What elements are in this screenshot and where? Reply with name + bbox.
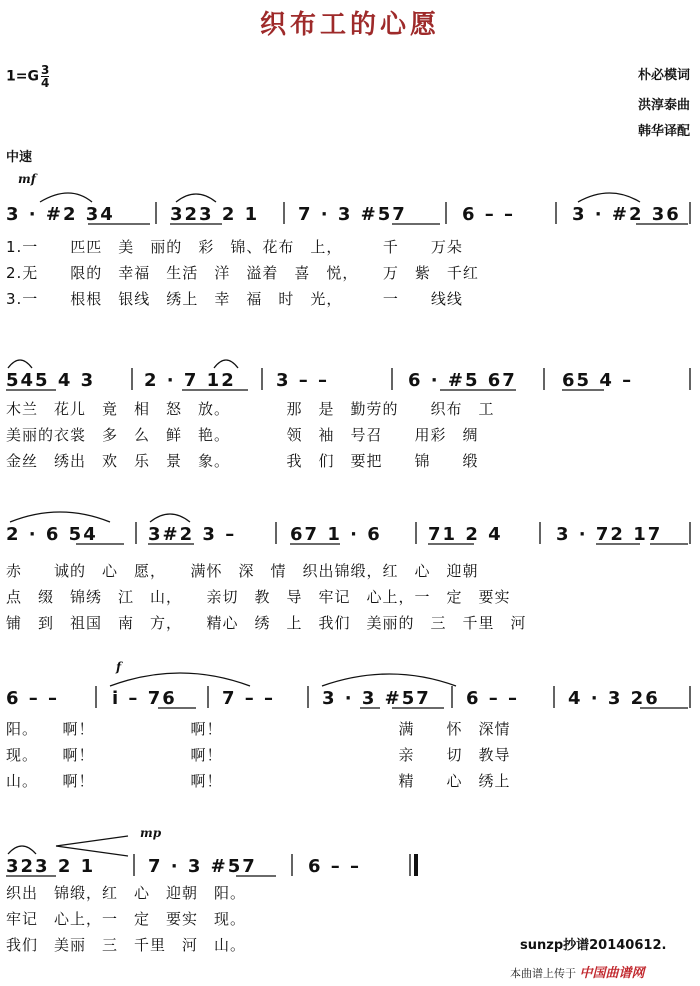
time-top: 3 (40, 63, 50, 77)
time-bottom: 4 (40, 76, 50, 90)
site-logo[interactable]: 中国曲谱网 (579, 966, 645, 981)
page-title: 织布工的心愿 (259, 10, 440, 40)
key-signature (6, 64, 49, 89)
credit-translator: 韩华译配 (637, 124, 690, 139)
measure-4-6: 4 · 3 26 (568, 688, 660, 709)
measure-4-4: 3 · 3 #57 (322, 688, 431, 709)
lyric-5-1: 织出 锦缎，红 心 迎朝 阳。 (6, 884, 247, 902)
dynamic-mf: mf (18, 172, 36, 186)
system-4-notation (0, 664, 700, 708)
dynamic-f: f (116, 660, 122, 674)
credit-lyricist: 朴必模词 (637, 68, 690, 83)
measure-2-4: 6 · #5 67 (408, 370, 517, 391)
measure-2-3: 3 – – (276, 370, 330, 391)
upload-note-text: 本曲谱上传于 (510, 967, 576, 980)
measure-4-2: i – 76 (112, 688, 177, 709)
measure-1-2: 323 2 1 (170, 204, 260, 225)
lyric-5-3: 我们 美丽 三 千里 河 山。 (6, 936, 247, 954)
measure-3-5: 3 · 72 17 (556, 524, 663, 545)
measure-2-2: 2 · 7 12 (144, 370, 236, 391)
time-signature (41, 64, 49, 89)
final-barline (414, 854, 418, 876)
credit-composer: 洪淳泰曲 (637, 98, 690, 113)
measure-4-1: 6 – – (6, 688, 60, 709)
measure-3-4: 71 2 4 (428, 524, 503, 545)
lyric-1-2: 2.无 限的 幸福 生活 洋 溢着 喜 悦， 万 紫 千红 (6, 264, 479, 282)
crescendo-hairpin (56, 836, 128, 856)
measure-1-1: 3 · #2 34 (6, 204, 115, 225)
measure-5-3: 6 – – (308, 856, 362, 877)
upload-note (510, 962, 645, 981)
lyric-3-3: 铺 到 祖国 南 方， 精心 绣 上 我们 美丽的 三 千里 河 (6, 614, 527, 632)
key-label: 1=G (6, 68, 39, 85)
measure-3-1: 2 · 6 54 (6, 524, 98, 545)
measure-1-3: 7 · 3 #57 (298, 204, 407, 225)
lyric-4-2: 现。 啊！ 啊！ 亲 切 教导 (6, 746, 511, 764)
tempo-marking: 中速 (6, 150, 33, 165)
transcriber-signature: sunzp抄谱20140612. (520, 938, 667, 953)
lyric-1-3: 3.一 根根 银线 绣上 幸 福 时 光， 一 线线 (6, 290, 463, 308)
system-5-notation (0, 832, 700, 876)
measure-1-4: 6 – – (462, 204, 516, 225)
measure-2-1: 545 4 3 (6, 370, 96, 391)
dynamic-mp: mp (140, 826, 162, 840)
system-3-notation (0, 500, 700, 544)
lyric-3-2: 点 缀 锦绣 江 山， 亲切 教 导 牢记 心上，一 定 要实 (6, 588, 511, 606)
measure-5-2: 7 · 3 #57 (148, 856, 257, 877)
measure-4-3: 7 – – (222, 688, 276, 709)
measure-1-5: 3 · #2 36 (572, 204, 681, 225)
lyric-1-1: 1.一 匹匹 美 丽的 彩 锦、花布 上， 千 万朵 (6, 238, 463, 256)
lyric-2-1: 木兰 花儿 竟 相 怒 放。 那 是 勤劳的 织布 工 (6, 400, 495, 418)
measure-5-1: 323 2 1 (6, 856, 96, 877)
lyric-5-2: 牢记 心上，一 定 要实 现。 (6, 910, 247, 928)
lyric-2-3: 金丝 绣出 欢 乐 景 象。 我 们 要把 锦 缎 (6, 452, 479, 470)
measure-2-5: 65 4 – (562, 370, 634, 391)
measure-3-2: 3#2 3 – (148, 524, 237, 545)
measure-3-3: 67 1 · 6 (290, 524, 382, 545)
lyric-4-1: 阳。 啊！ 啊！ 满 怀 深情 (6, 720, 511, 738)
lyric-2-2: 美丽的衣裳 多 么 鲜 艳。 领 袖 号召 用彩 绸 (6, 426, 479, 444)
system-2-notation (0, 346, 700, 390)
lyric-4-3: 山。 啊！ 啊！ 精 心 绣上 (6, 772, 511, 790)
lyric-3-1: 赤 诚的 心 愿， 满怀 深 情 织出锦缎，红 心 迎朝 (6, 562, 479, 580)
measure-4-5: 6 – – (466, 688, 520, 709)
system-1-notation (0, 180, 700, 224)
